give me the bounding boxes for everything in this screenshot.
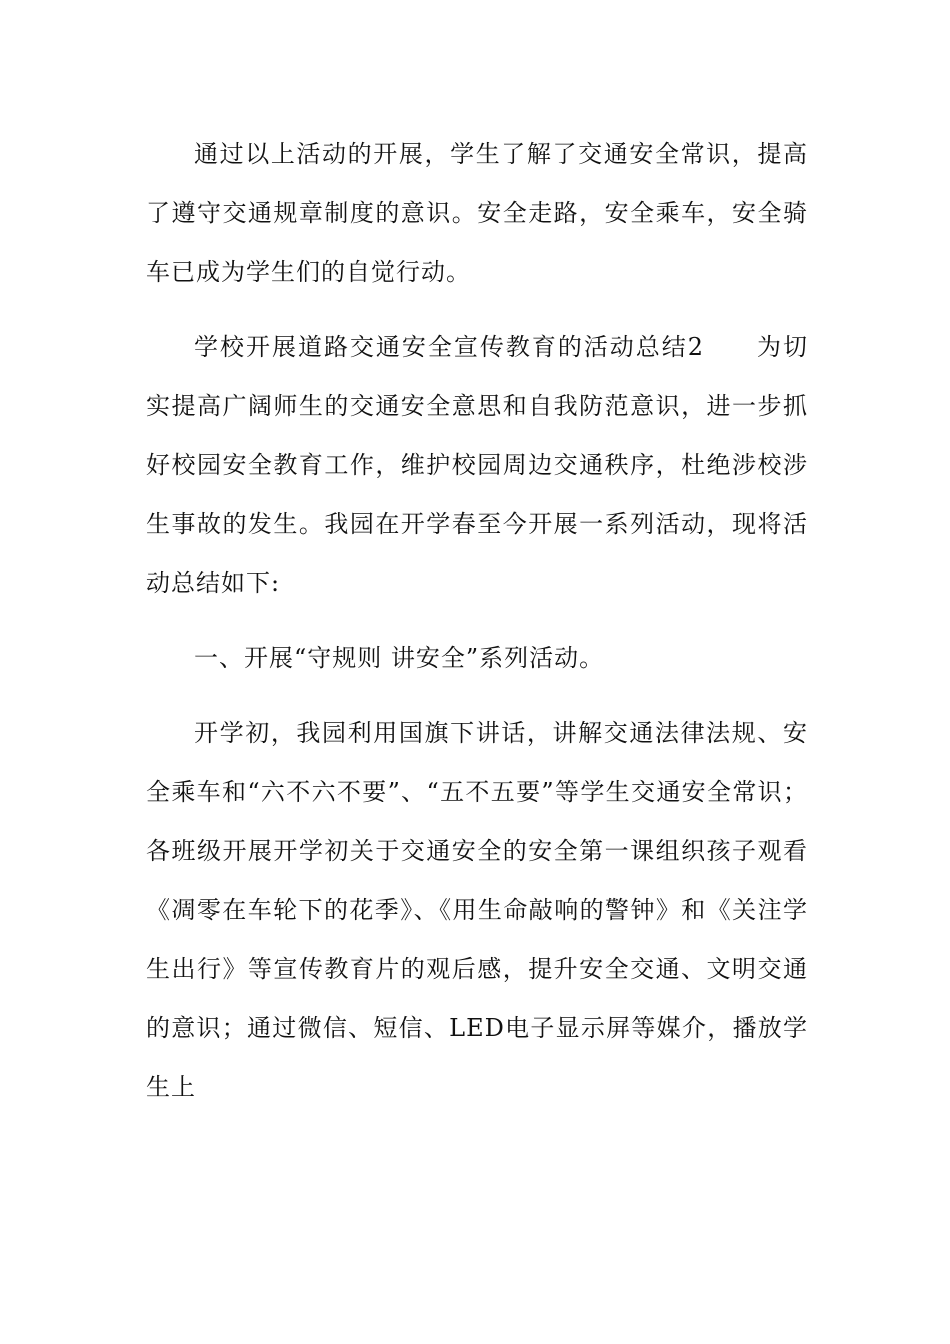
paragraph-summary-2-intro: 学校开展道路交通安全宣传教育的活动总结2 为切实提高广阔师生的交通安全意思和自我防范意识，进一步抓好校园安全教育工作，维护校园周边交通秩序，杜绝涉校涉生事故的发生。我园在开学春至今开展一系列活动，现将活动总结如下: xyxy=(146,333,808,597)
paragraph-summary-conclusion: 通过以上活动的开展，学生了解了交通安全常识，提高了遵守交通规章制度的意识。安全走路，安全乘车，安全骑车已成为学生们的自觉行动。 xyxy=(146,140,808,286)
section-heading-activity-one: 一、开展“守规则 讲安全”系列活动。 xyxy=(194,644,605,672)
paragraph-activity-details: 开学初，我园利用国旗下讲话，讲解交通法律法规、安全乘车和“六不六不要”、“五不五要”等学生交通安全常识；各班级开展开学初关于交通安全的安全第一课组织孩子观看《凋零在车轮下的花季》、《用生命敲响的警钟》和《关注学生出行》等宣传教育片的观后感，提升安全交通、文明交通的意识；通过微信、短信、LED电子显示屏等媒介，播放学生上 xyxy=(146,719,808,1101)
document-body xyxy=(146,125,808,1133)
